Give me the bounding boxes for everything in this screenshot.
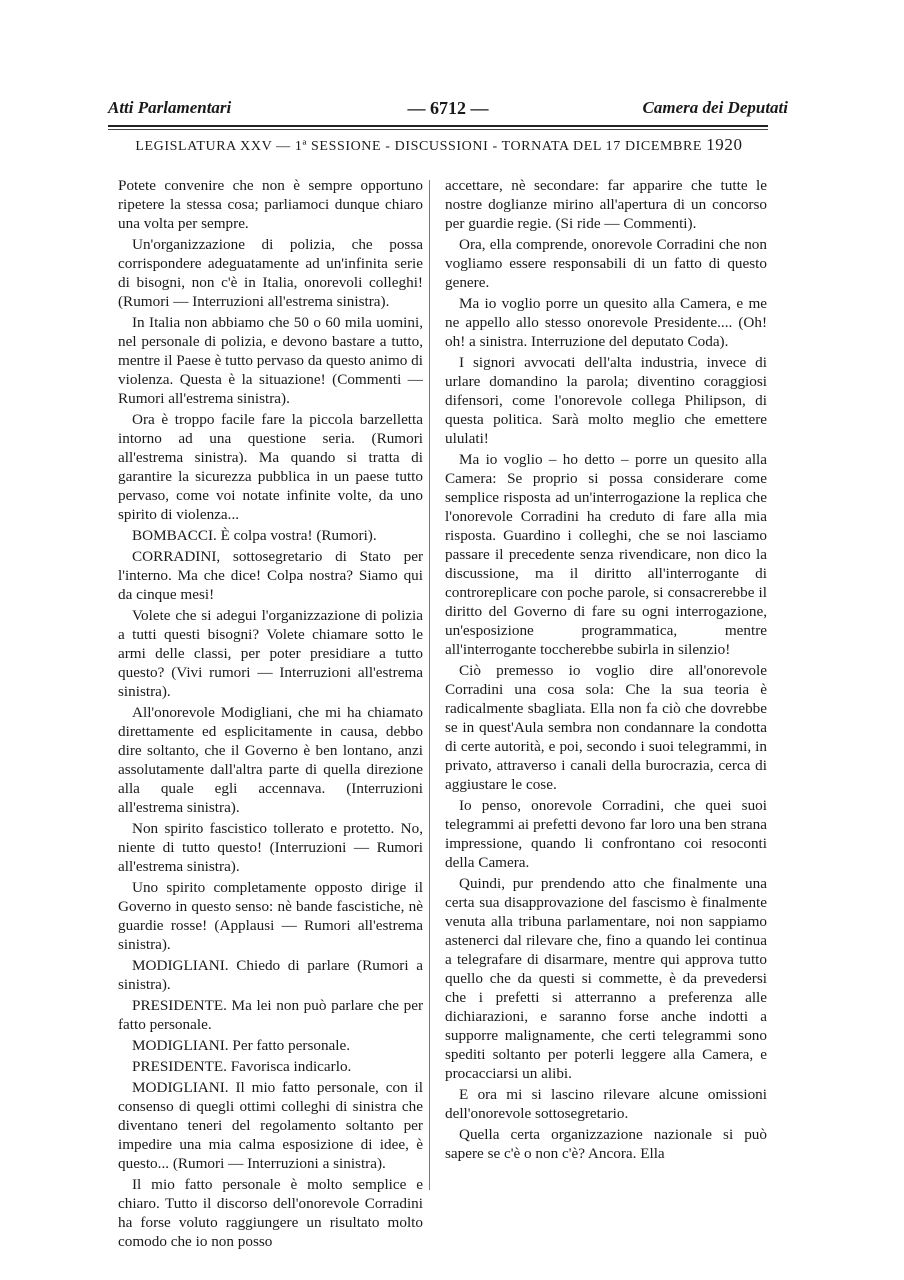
session-line — [108, 135, 770, 157]
paragraph: Potete convenire che non è sempre opportuno ripetere la stessa cosa; parliamoci dunque chiaro una volta per sempre. — [118, 177, 423, 232]
paragraph: Non spirito fascistico tollerato e protetto. No, niente di tutto questo! (Interruzioni — Rumori all'estrema sinistra). — [118, 820, 423, 875]
page-number: — 6712 — — [407, 98, 489, 118]
paragraph: Un'organizzazione di polizia, che possa corrispondere adeguatamente ad un'infinita serie di bisogni, non c'è in Italia, onorevoli colleghi! (Rumori — Interruzioni all'estrema sinistra). — [118, 236, 423, 310]
paragraph: Ciò premesso io voglio dire all'onorevole Corradini una cosa sola: Che la sua teoria è radicalmente sbagliata. Ella non fa ciò che dovrebbe se in quest'Aula sembra non condannare la condotta di certe autorità, e poi, secondo i suoi telegrammi, in privato, attraverso i canali della burocrazia, cerca di aggiustare le cose. — [445, 662, 767, 793]
session-text: LEGISLATURA XXV — 1ª SESSIONE - DISCUSSIONI - TORNATA DEL 17 DICEMBRE — [135, 139, 703, 154]
header-rule-thick — [108, 125, 768, 127]
paragraph: All'onorevole Modigliani, che mi ha chiamato direttamente ed esplicitamente in causa, debbo dire soltanto, che il Governo è ben lontano, anzi assolutamente dall'altra parte di quella direzione alla quale egli accennava. (Interruzioni all'estrema sinistra). — [118, 704, 423, 816]
paragraph: Uno spirito completamente opposto dirige il Governo in questo senso: nè bande fascistiche, nè guardie rosse! (Applausi — Rumori all'estrema sinistra). — [118, 879, 423, 953]
column-divider — [429, 180, 430, 1190]
paragraph: Quella certa organizzazione nazionale si può sapere se c'è o non c'è? Ancora. Ella — [445, 1126, 767, 1162]
paragraph: In Italia non abbiamo che 50 o 60 mila uomini, nel personale di polizia, e devono bastare a tutto, mentre il Paese è tutto pervaso da questo animo di violenza. Questa è la situazione! (Commenti — Rumori all'estrema sinistra). — [118, 314, 423, 407]
right-column — [445, 176, 767, 1165]
header-right: Camera dei Deputati — [642, 98, 788, 117]
paragraph: MODIGLIANI. Il mio fatto personale, con il consenso di quegli ottimi colleghi di sinistra che diventano teneri del regolamento soltanto per impedire una mia calma esposizione di idee, è questo... (Rumori — Interruzioni a sinistra). — [118, 1079, 423, 1172]
paragraph: Ma io voglio – ho detto – porre un quesito alla Camera: Se proprio si possa considerare come semplice risposta ad un'interrogazione la replica che l'onorevole Corradini ha creduto di fare alla mia risposta. Guardino i colleghi, che se noi lasciamo passare il precedente senza rivendicare, non dico la discussione, ma il diritto all'interrogante di controreplicare con poche parole, si consacrerebbe il diritto del Governo di fare su ogni interrogazione, un'esposizione programmatica, mentre all'interrogante toccherebbe subirla in silenzio! — [445, 451, 767, 658]
paragraph: Ma io voglio porre un quesito alla Camera, e me ne appello allo stesso onorevole Presidente.... (Oh! oh! a sinistra. Interruzione del deputato Coda). — [445, 295, 767, 350]
running-head — [108, 98, 788, 124]
session-year: 1920 — [706, 135, 743, 154]
header-rule-thin — [108, 129, 768, 130]
paragraph: Volete che si adegui l'organizzazione di polizia a tutti questi bisogni? Volete chiamare sotto le armi delle classi, per poter presidiare a tutto questo? (Vivi rumori — Interruzioni all'estrema sinistra). — [118, 607, 423, 700]
paragraph: PRESIDENTE. Ma lei non può parlare che per fatto personale. — [118, 997, 423, 1033]
paragraph: Ora è troppo facile fare la piccola barzelletta intorno ad una questione seria. (Rumori all'estrema sinistra). Ma quando si tratta di garantire la sicurezza pubblica in un paese tutto pervaso, come voi notate infinite volte, da uno spirito di violenza... — [118, 411, 423, 523]
header-left: Atti Parlamentari — [108, 98, 232, 117]
paragraph: Io penso, onorevole Corradini, che quei suoi telegrammi ai prefetti devono far loro una ben strana impressione, quando li confrontano coi resoconti della Camera. — [445, 797, 767, 871]
paragraph: Quindi, pur prendendo atto che finalmente una certa sua disapprovazione del fascismo è finalmente venuta alla tribuna parlamentare, noi non sappiamo astenerci dal rilevare che, fino a quando lei continua a telegrafare di disarmare, mentre qui approva tutto quello che da questi si commette, è da prevedersi che i prefetti si atterranno a preferenza alle dichiarazioni, e saranno forse anche indotti a supporre malignamente, che certi telegrammi sono spediti soltanto per poterli leggere alla Camera, e procacciarsi un alibi. — [445, 875, 767, 1082]
paragraph: I signori avvocati dell'alta industria, invece di urlare domandino la parola; diventino coraggiosi difensori, come l'onorevole collega Philipson, di questa politica. Sarà molto meglio che emettere ululati! — [445, 354, 767, 447]
paragraph: PRESIDENTE. Favorisca indicarlo. — [132, 1058, 352, 1075]
paragraph: CORRADINI, sottosegretario di Stato per l'interno. Ma che dice! Colpa nostra? Siamo qui da cinque mesi! — [118, 548, 423, 603]
paragraph: MODIGLIANI. Chiedo di parlare (Rumori a sinistra). — [118, 957, 423, 993]
paragraph: Il mio fatto personale è molto semplice e chiaro. Tutto il discorso dell'onorevole Corradini ha forse voluto raggiungere un risultato molto comodo che io non posso — [118, 1176, 423, 1250]
left-column — [118, 176, 423, 1253]
paragraph: Ora, ella comprende, onorevole Corradini che non vogliamo essere responsabili di un fatto di questo genere. — [445, 236, 767, 291]
paragraph: BOMBACCI. È colpa vostra! (Rumori). — [132, 527, 377, 544]
paragraph: E ora mi si lascino rilevare alcune omissioni dell'onorevole sottosegretario. — [445, 1086, 767, 1122]
paragraph: accettare, nè secondare: far apparire che tutte le nostre doglianze mirino all'apertura di un concorso per guardie regie. (Si ride — Commenti). — [445, 177, 767, 232]
paragraph: MODIGLIANI. Per fatto personale. — [132, 1037, 351, 1054]
